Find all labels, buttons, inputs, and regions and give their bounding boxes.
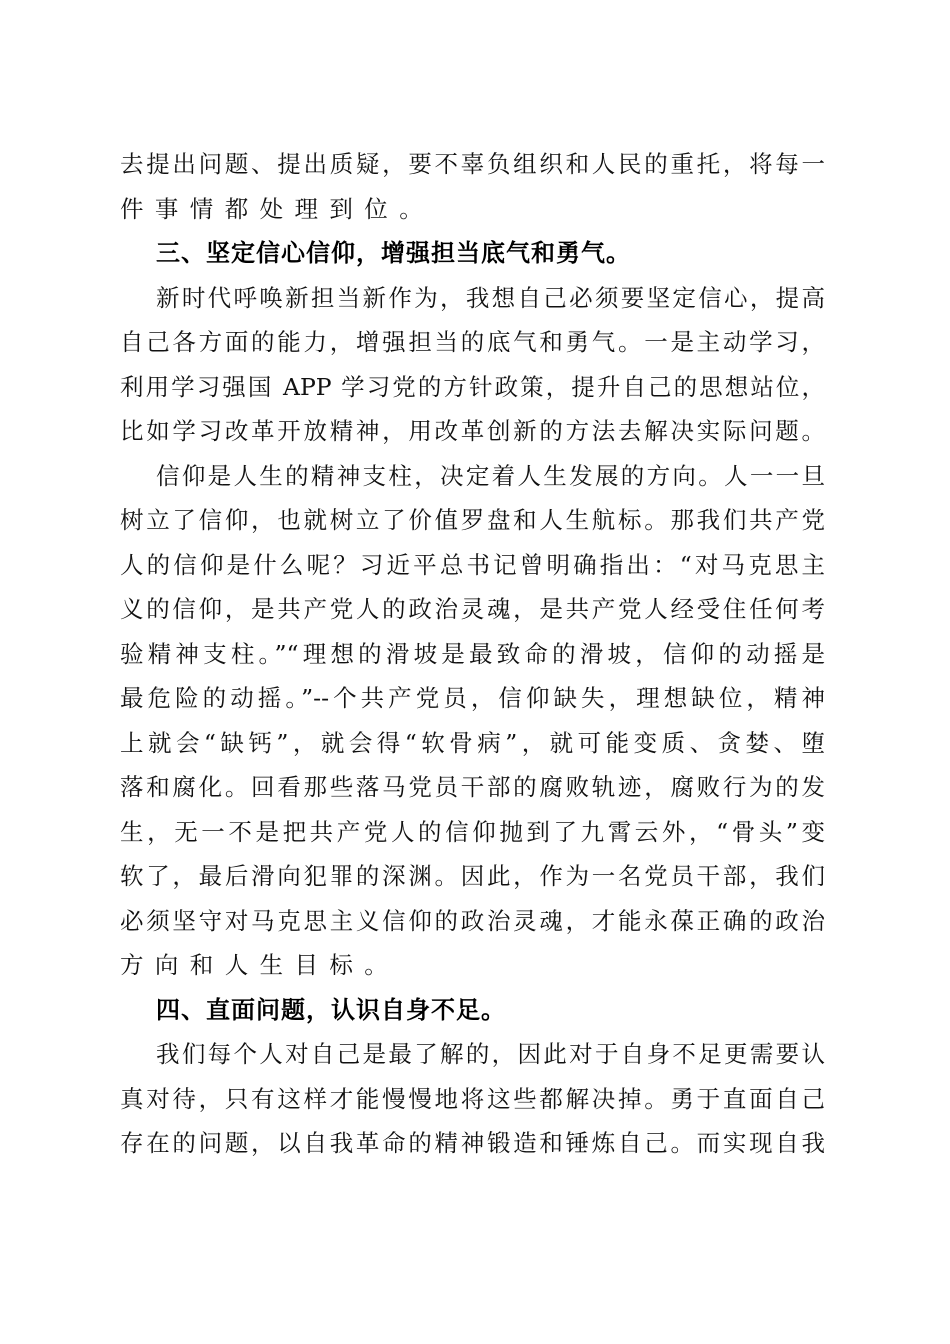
- paragraph-line: 生，无一不是把共产党人的信仰抛到了九霄云外，“骨头”变: [120, 817, 825, 846]
- paragraph-line: 比如学习改革开放精神，用改革创新的方法去解决实际问题。: [120, 417, 825, 445]
- paragraph-line: 去提出问题、提出质疑，要不辜负组织和人民的重托，将每一: [120, 150, 825, 178]
- section-heading-4: 四、直面问题，认识自身不足。: [156, 995, 506, 1024]
- paragraph-line: 必须坚守对马克思主义信仰的政治灵魂，才能永葆正确的政治: [120, 906, 825, 935]
- paragraph-line: 义的信仰，是共产党人的政治灵魂，是共产党人经受住任何考: [120, 595, 825, 623]
- paragraph-line: 真对待，只有这样才能慢慢地将这些都解决掉。勇于直面自己: [120, 1084, 825, 1113]
- paragraph-line: 最危险的动摇。”--个共产党员，信仰缺失，理想缺位，精神: [120, 684, 825, 712]
- document-body: [120, 142, 825, 1166]
- paragraph-line: 我们每个人对自己是最了解的，因此对于自身不足更需要认: [156, 1040, 825, 1068]
- paragraph-line: 树立了信仰，也就树立了价值罗盘和人生航标。那我们共产党: [120, 506, 825, 534]
- paragraph-line: 自己各方面的能力，增强担当的底气和勇气。一是主动学习，: [120, 328, 825, 356]
- paragraph-line: 新时代呼唤新担当新作为，我想自己必须要坚定信心，提高: [156, 283, 825, 312]
- paragraph-line: 落和腐化。回看那些落马党员干部的腐败轨迹，腐败行为的发: [120, 773, 825, 801]
- paragraph-line: 信仰是人生的精神支柱，决定着人生发展的方向。人一一旦: [156, 461, 825, 490]
- paragraph-line: 上就会“缺钙”，就会得“软骨病”，就可能变质、贪婪、堕: [120, 728, 825, 757]
- paragraph-line: 人的信仰是什么呢？习近平总书记曾明确指出：“对马克思主: [120, 550, 825, 579]
- paragraph-line: 存在的问题，以自我革命的精神锻造和锤炼自己。而实现自我: [120, 1129, 825, 1157]
- section-heading-3: 三、坚定信心信仰，增强担当底气和勇气。: [156, 239, 631, 267]
- paragraph-line: 验精神支柱。”“理想的滑坡是最致命的滑坡，信仰的动摇是: [120, 639, 825, 668]
- paragraph-line: 利用学习强国 APP 学习党的方针政策，提升自己的思想站位，: [120, 372, 825, 401]
- paragraph-line: 件事情都处理到位。: [120, 194, 435, 223]
- paragraph-line: 方向和人生目标。: [120, 951, 400, 979]
- paragraph-line: 软了，最后滑向犯罪的深渊。因此，作为一名党员干部，我们: [120, 862, 825, 890]
